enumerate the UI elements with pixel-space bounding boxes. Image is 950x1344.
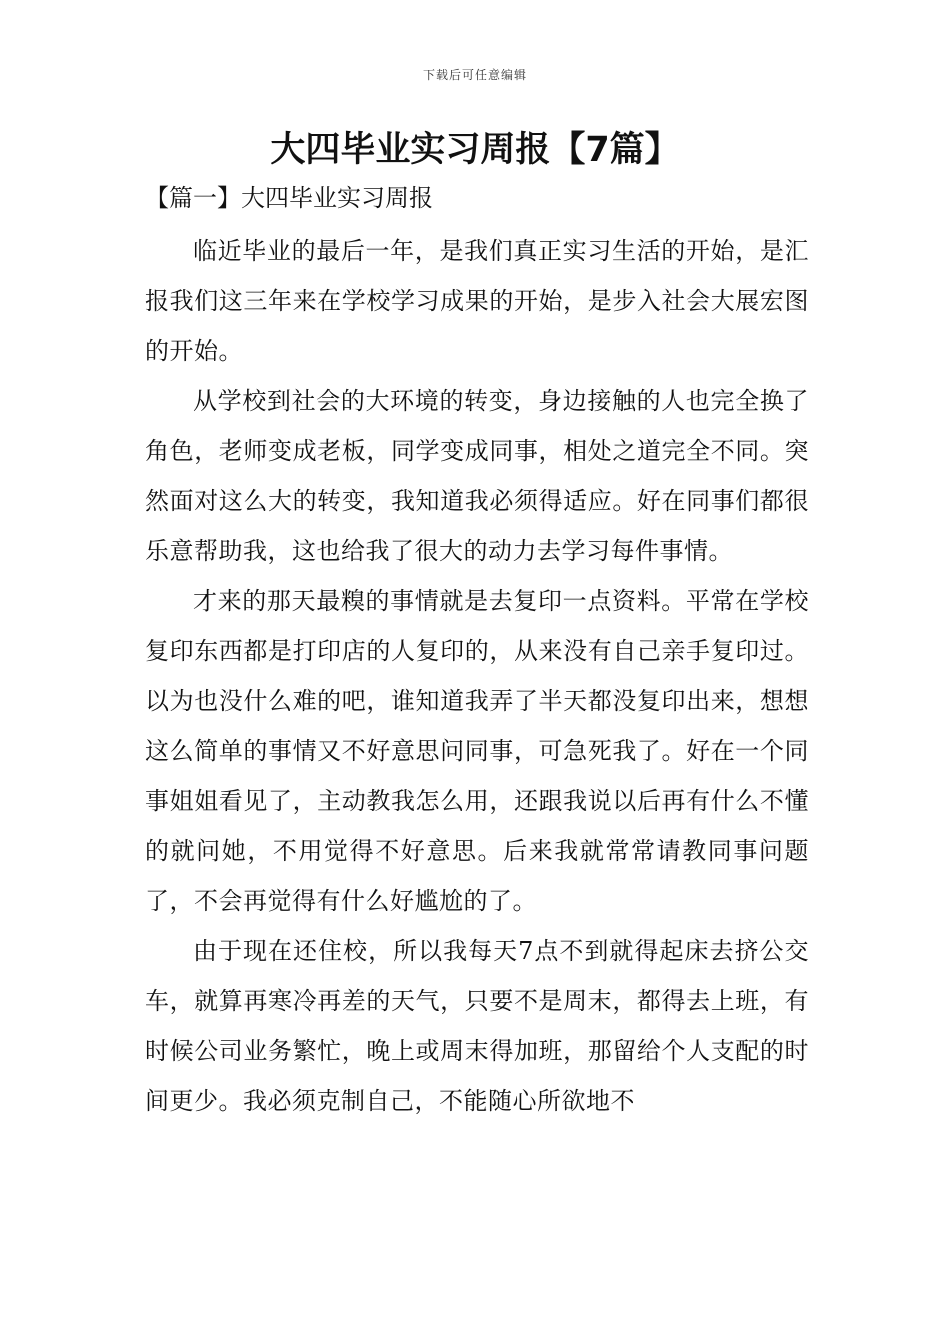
document-body — [145, 180, 809, 1126]
paragraph-1: 临近毕业的最后一年，是我们真正实习生活的开始，是汇报我们这三年来在学校学习成果的开始，是步入社会大展宏图的开始。 — [145, 237, 809, 365]
paragraph-2: 从学校到社会的大环境的转变，身边接触的人也完全换了角色，老师变成老板，同学变成同事，相处之道完全不同。突然面对这么大的转变，我知道我必须得适应。好在同事们都很乐意帮助我，这也给我了很大的动力去学习每件事情。 — [145, 387, 809, 565]
section-heading: 【篇一】大四毕业实习周报 — [145, 184, 433, 212]
paragraph-4: 由于现在还住校，所以我每天7点不到就得起床去挤公交车，就算再寒冷再差的天气，只要不是周末，都得去上班，有时候公司业务繁忙，晚上或周末得加班，那留给个人支配的时间更少。我必须克制自己，不能随心所欲地不 — [145, 937, 809, 1115]
paragraph-3: 才来的那天最糗的事情就是去复印一点资料。平常在学校复印东西都是打印店的人复印的，从来没有自己亲手复印过。以为也没什么难的吧，谁知道我弄了半天都没复印出来，想想这么简单的事情又不好意思问同事，可急死我了。好在一个同事姐姐看见了，主动教我怎么用，还跟我说以后再有什么不懂的就问她，不用觉得不好意思。后来我就常常请教同事问题了，不会再觉得有什么好尴尬的了。 — [145, 587, 809, 915]
document-title: 大四毕业实习周报【7篇】 — [270, 130, 680, 170]
header-note: 下载后可任意编辑 — [422, 68, 527, 82]
